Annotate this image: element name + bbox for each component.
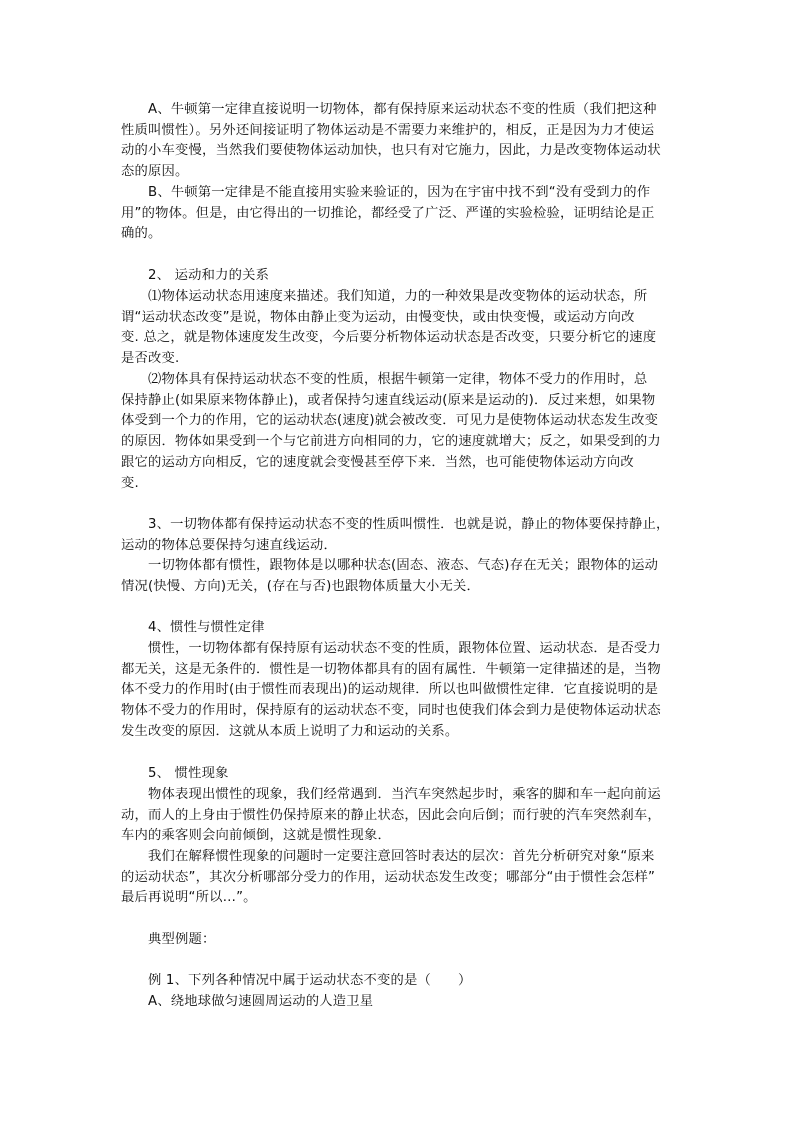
paragraph-keep-state-property-line: 变. [121,475,139,491]
paragraph-newton-law-b-line: 确的。 [121,226,162,242]
paragraph-newton-law-a-line: 态的原因。 [121,164,189,180]
paragraph-inertia-phenomena-line: 车内的乘客则会向前倾倒，这就是惯性现象． [121,828,391,844]
paragraph-explaining-inertia-line: 最后再说明“所以…”。 [121,890,257,906]
example-1-line: 例 1、下列各种情况中属于运动状态不变的是（ ） [148,973,472,988]
paragraph-keep-state-property-line: ⑵物体具有保持运动状态不变的性质，根据牛顿第一定律，物体不受力的作用时，总 [148,372,648,387]
paragraph-keep-state-property-line: 的原因．物体如果受到一个与它前进方向相同的力，它的速度就增大；反之，如果受到的力 [121,434,661,450]
paragraph-velocity-describes-state-line: ⑴物体运动状态用速度来描述。我们知道，力的一种效果是改变物体的运动状态，所 [148,289,648,304]
paragraph-keep-state-property-line: 保持静止(如果原来物体静止)，或者保持匀速直线运动(原来是运动的)．反过来想，如果物 [121,392,656,408]
heading-inertia-and-law-line: 4、惯性与惯性定律 [148,620,265,635]
paragraph-newton-law-a-line: 性质叫惯性）。另外还间接证明了物体运动是不需要力来维护的，相反，正是因为力才使运 [121,122,655,138]
paragraph-inertia-law-line: 发生改变的原因．这就从本质上说明了力和运动的关系。 [121,723,459,739]
paragraph-all-objects-have-inertia-line: 情况(快慢、方向)无关，(存在与否)也跟物体质量大小无关． [121,578,480,594]
example-1-line: A、绕地球做匀速圆周运动的人造卫星 [148,993,374,1009]
paragraph-newton-law-b-line: B、牛顿第一定律是不能直接用实验来验证的，因为在宇宙中找不到“没有受到力的作 [148,185,651,200]
paragraph-newton-law-b-line: 用”的物体。但是，由它得出的一切推论，都经受了广泛、严谨的实验检验，证明结论是正 [121,205,655,221]
paragraph-inertia-law-line: 物体不受力的作用时，保持原有的运动状态不变，同时也使我们体会到力是使物体运动状态 [121,703,661,719]
paragraph-inertia-phenomena-line: 物体表现出惯性的现象，我们经常遇到．当汽车突然起步时，乘客的脚和车一起向前运 [148,787,661,802]
paragraph-newton-law-a-line: 动的小车变慢，当然我们要使物体运动加快，也只有对它施力，因此，力是改变物体运动状 [121,143,661,159]
paragraph-explaining-inertia-line: 的运动状态”，其次分析哪部分受力的作用，运动状态发生改变；哪部分“由于惯性会怎样” [121,869,656,885]
paragraph-inertia-law-line: 都无关，这是无条件的．惯性是一切物体都具有的固有属性．牛顿第一定律描述的是，当物 [121,661,661,677]
heading-typical-examples-line: 典型例题： [148,932,216,947]
paragraph-keep-state-property-line: 体受到一个力的作用，它的运动状态(速度)就会被改变．可见力是使物体运动状态发生改变 [121,413,659,429]
heading-inertia-phenomena-line: 5、 惯性现象 [148,766,229,781]
paragraph-inertia-definition-line: 运动的物体总要保持匀速直线运动． [121,537,337,553]
paragraph-keep-state-property-line: 跟它的运动方向相反，它的速度就会变慢甚至停下来．当然，也可能使物体运动方向改 [121,454,634,470]
paragraph-velocity-describes-state-line: 谓“运动状态改变”是说，物体由静止变为运动，由慢变快，或由快变慢，或运动方向改 [121,309,635,325]
paragraph-inertia-law-line: 惯性，一切物体都有保持原有运动状态不变的性质，跟物体位置、运动状态．是否受力 [148,641,661,656]
paragraph-velocity-describes-state-line: 是否改变. [121,351,180,367]
paragraph-newton-law-a-line: A、牛顿第一定律直接说明一切物体，都有保持原来运动状态不变的性质（我们把这种 [148,102,657,117]
paragraph-inertia-definition-line: 3、一切物体都有保持运动状态不变的性质叫惯性．也就是说，静止的物体要保持静止， [148,517,670,532]
paragraph-all-objects-have-inertia-line: 一切物体都有惯性，跟物体是以哪种状态(固态、液态、气态)存在无关；跟物体的运动 [148,558,659,573]
paragraph-inertia-law-line: 体不受力的作用时(由于惯性而表现出)的运动规律．所以也叫做惯性定律．它直接说明的是 [121,682,659,698]
paragraph-inertia-phenomena-line: 动，而人的上身由于惯性仍保持原来的静止状态，因此会向后倒；而行驶的汽车突然刹车， [121,807,661,823]
heading-motion-and-force-line: 2、 运动和力的关系 [148,268,270,283]
paragraph-velocity-describes-state-line: 变. 总之，就是物体速度发生改变，今后要分析物体运动状态是否改变，只要分析它的速度 [121,330,657,346]
paragraph-explaining-inertia-line: 我们在解释惯性现象的问题时一定要注意回答时表达的层次：首先分析研究对象“原来 [148,849,655,864]
